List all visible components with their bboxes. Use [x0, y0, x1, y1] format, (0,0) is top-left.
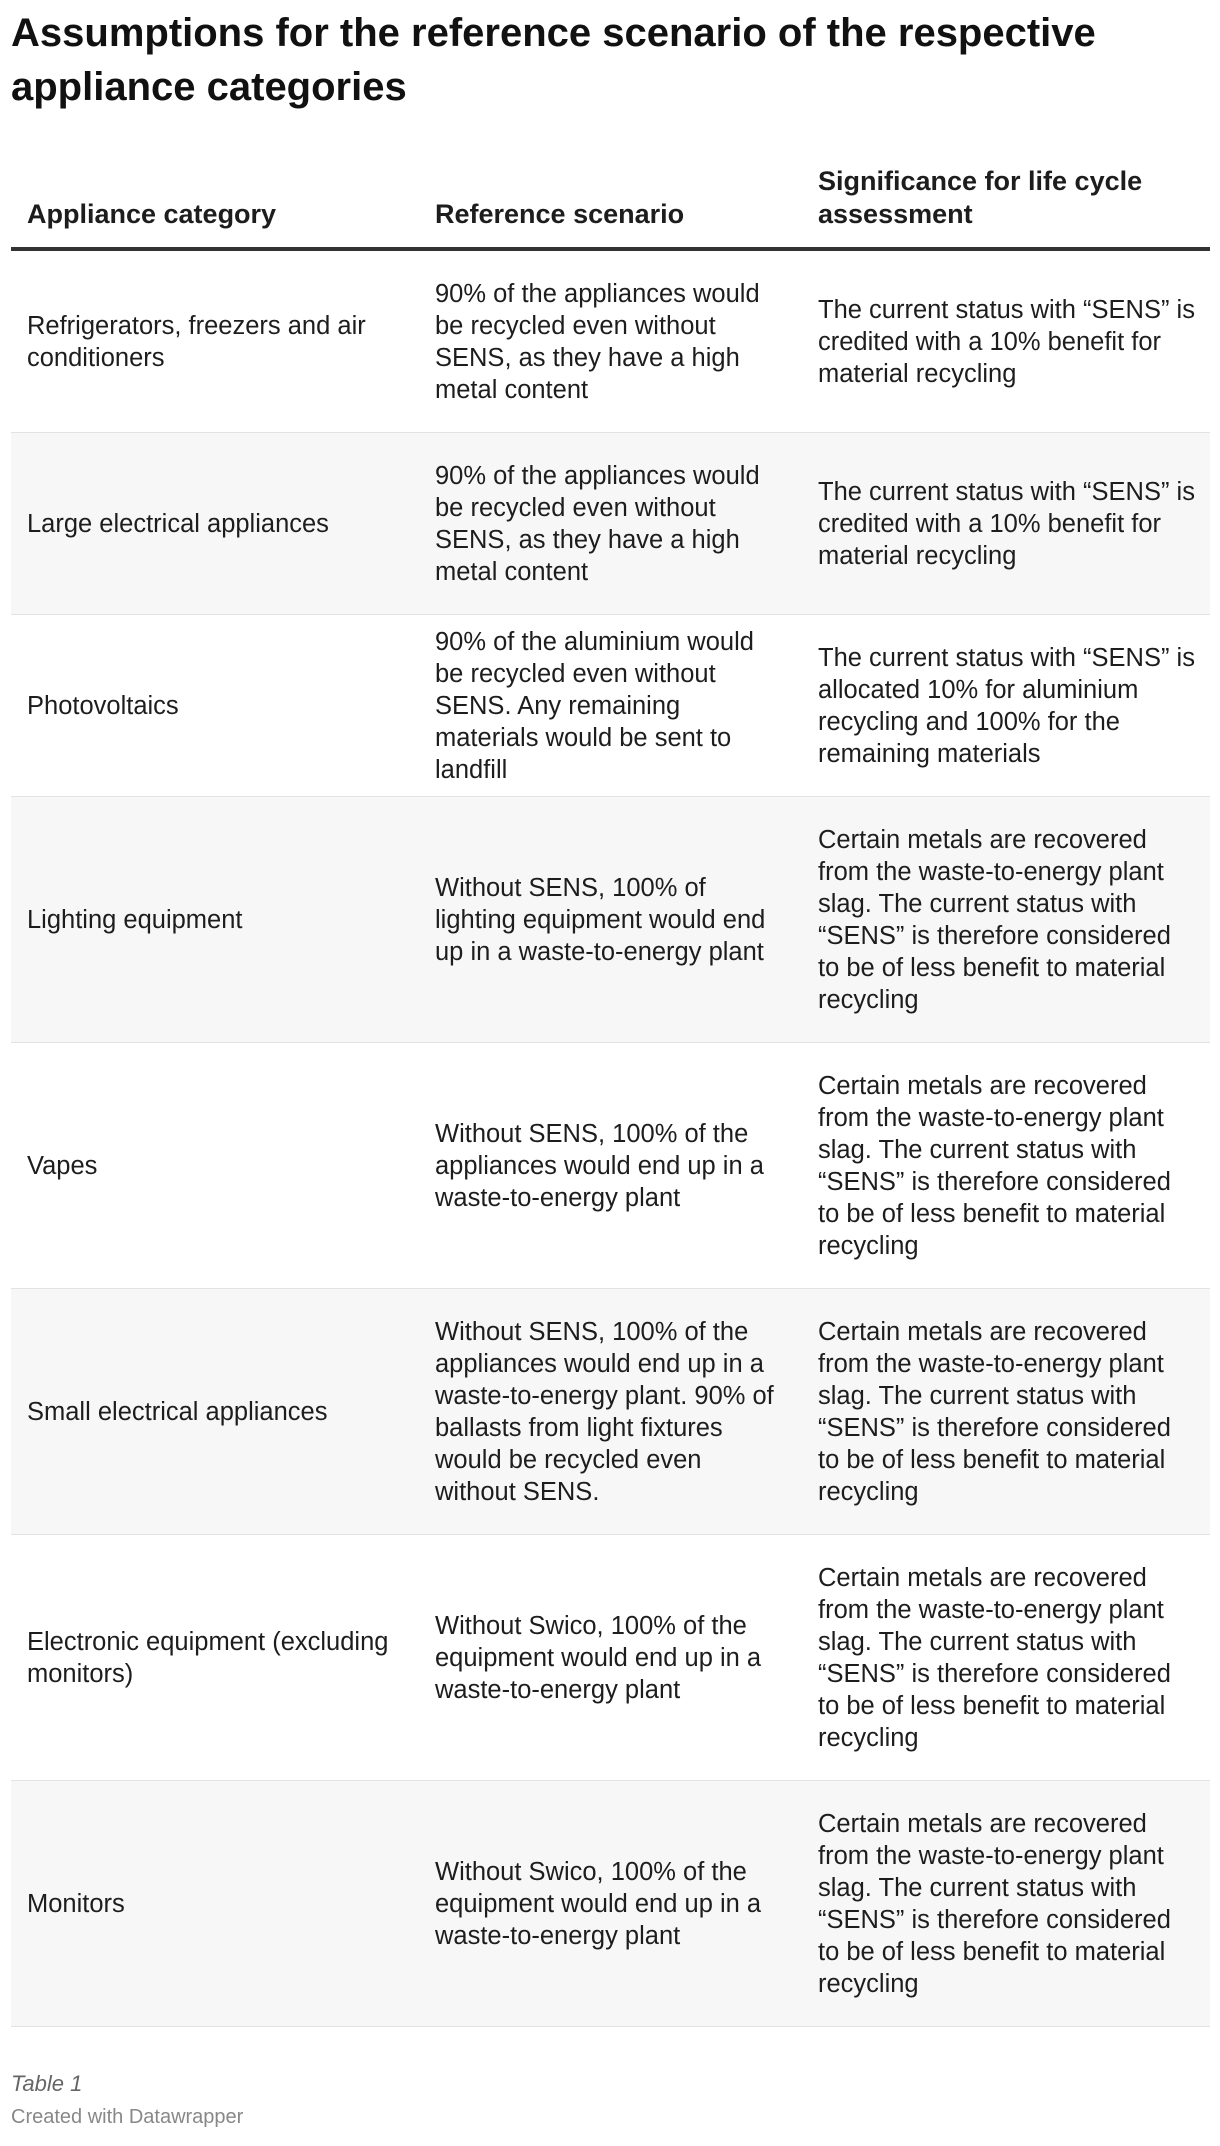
cell-category: Large electrical appliances [11, 433, 435, 615]
cell-significance: The current status with “SENS” is allocated 10% for aluminium recycling and 100% for the remaining materials [818, 615, 1210, 797]
cell-category: Photovoltaics [11, 615, 435, 797]
cell-category: Vapes [11, 1043, 435, 1289]
cell-significance: Certain metals are recovered from the waste-to-energy plant slag. The current status with “SENS” is therefore considered to be of less benefit to material recycling [818, 1289, 1210, 1535]
column-header-significance[interactable]: Significance for life cycle assessment [818, 148, 1210, 249]
cell-reference: 90% of the appliances would be recycled even without SENS, as they have a high metal content [435, 433, 818, 615]
cell-significance: Certain metals are recovered from the waste-to-energy plant slag. The current status with “SENS” is therefore considered to be of less benefit to material recycling [818, 1781, 1210, 2027]
table-row [11, 433, 1210, 615]
cell-significance: Certain metals are recovered from the waste-to-energy plant slag. The current status with “SENS” is therefore considered to be of less benefit to material recycling [818, 797, 1210, 1043]
table-row [11, 1535, 1210, 1781]
datawrapper-credit: Created with Datawrapper [11, 2106, 244, 2128]
table-row [11, 615, 1210, 797]
cell-significance: The current status with “SENS” is credited with a 10% benefit for material recycling [818, 249, 1210, 433]
page-title: Assumptions for the reference scenario of the respective appliance categories [11, 11, 1096, 109]
table-row [11, 797, 1210, 1043]
cell-category: Monitors [11, 1781, 435, 2027]
column-header-reference-scenario[interactable]: Reference scenario [435, 148, 818, 249]
cell-category: Lighting equipment [11, 797, 435, 1043]
cell-reference: Without SENS, 100% of lighting equipment would end up in a waste-to-energy plant [435, 797, 818, 1043]
table-row [11, 1043, 1210, 1289]
table-row [11, 1781, 1210, 2027]
table-notes: Table 1 [11, 2071, 83, 2096]
cell-significance: Certain metals are recovered from the waste-to-energy plant slag. The current status with “SENS” is therefore considered to be of less benefit to material recycling [818, 1535, 1210, 1781]
cell-reference: 90% of the appliances would be recycled even without SENS, as they have a high metal content [435, 249, 818, 433]
assumptions-table [11, 148, 1210, 2027]
table-header-row [11, 148, 1210, 249]
cell-significance: The current status with “SENS” is credited with a 10% benefit for material recycling [818, 433, 1210, 615]
cell-category: Refrigerators, freezers and air conditioners [11, 249, 435, 433]
cell-category: Small electrical appliances [11, 1289, 435, 1535]
cell-reference: Without SENS, 100% of the appliances would end up in a waste-to-energy plant. 90% of ballasts from light fixtures would be recycled even without SENS. [435, 1289, 818, 1535]
cell-reference: 90% of the aluminium would be recycled even without SENS. Any remaining materials would be sent to landfill [435, 615, 818, 797]
cell-category: Electronic equipment (excluding monitors) [11, 1535, 435, 1781]
cell-reference: Without SENS, 100% of the appliances would end up in a waste-to-energy plant [435, 1043, 818, 1289]
table-row [11, 249, 1210, 433]
cell-significance: Certain metals are recovered from the waste-to-energy plant slag. The current status with “SENS” is therefore considered to be of less benefit to material recycling [818, 1043, 1210, 1289]
table-row [11, 1289, 1210, 1535]
cell-reference: Without Swico, 100% of the equipment would end up in a waste-to-energy plant [435, 1781, 818, 2027]
column-header-appliance-category[interactable]: Appliance category [11, 148, 435, 249]
cell-reference: Without Swico, 100% of the equipment would end up in a waste-to-energy plant [435, 1535, 818, 1781]
